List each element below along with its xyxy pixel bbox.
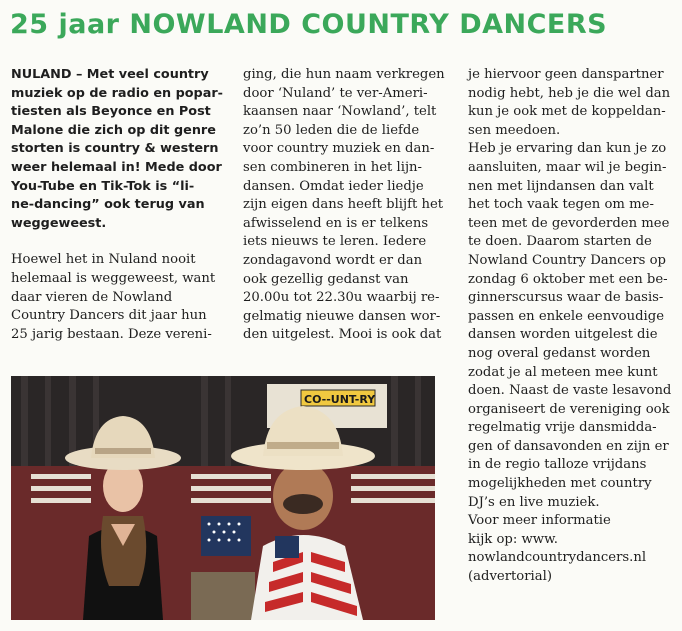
body-line: nen met lijndansen dan valt [468,178,654,194]
body-line: kijk op: www. [468,531,558,547]
body-line: aansluiten, maar wil je begin- [468,159,667,175]
body-line: doen. Naast de vaste lesavond [468,383,672,399]
article-column-3 [468,66,678,587]
body-line: zo’n 50 leden die de liefde [243,122,420,138]
body-line: voor country muziek en dan- [243,141,435,157]
body-line: iets nieuws te leren. Iedere [243,234,427,250]
body-line: te doen. Daarom starten de [468,234,652,250]
lead-line: storten is country & western [11,141,219,157]
body-line: organiseert de vereniging ook [468,401,670,417]
body-line: ginnerscursus waar de basis- [468,290,664,306]
body-line: dansen worden uitgelest die [468,327,658,343]
body-line: nog overal gedanst worden [468,345,651,361]
lead-line: weggeweest. [11,215,107,231]
body-line: dansen. Omdat ieder liedje [243,178,424,194]
body-line: nodig hebt, heb je die wel dan [468,85,671,101]
body-line: helemaal is weggeweest, want [11,270,216,286]
body-line: zodat je al meteen mee kunt [468,364,658,380]
article-column-1 [11,66,231,344]
body-line: daar vieren de Nowland [11,289,173,305]
photo-two-dancers-in-cowboy-hats [11,376,435,620]
lead-line: weer helemaal in! Mede door [11,159,222,175]
body-line: door ‘Nuland’ te ver-Ameri- [243,85,428,101]
lead-line: muziek op de radio en popar- [11,85,223,101]
body-line: Voor meer informatie [468,513,611,529]
body-line: Hoewel het in Nuland nooit [11,252,196,268]
body-line: je hiervoor geen danspartner [468,67,664,82]
lead-line: You-Tube en Tik-Tok is “li- [11,178,195,194]
body-line: teen met de gevorderden mee [468,215,670,231]
body-line: in de regio talloze vrijdans [468,457,647,473]
body-line: 25 jarig bestaan. Deze vereni- [11,326,212,342]
article-column-2 [243,66,458,345]
headline: 25 jaar NOWLAND COUNTRY DANCERS [10,9,608,40]
body-paragraph [11,251,231,344]
body-line: Heb je ervaring dan kun je zo [468,141,667,157]
body-line: mogelijkheden met country [468,476,652,492]
lead-line: tiesten als Beyonce en Post [11,104,211,120]
body-line: gelmatig nieuwe dansen wor- [243,308,441,324]
body-line: kaansen naar ‘Nowland’, telt [243,104,437,120]
body-line: kun je ook met de koppeldan- [468,104,666,120]
body-line: ging, die hun naam verkregen [243,67,445,82]
lead-line: ne-dancing” ook terug van [11,197,205,213]
body-line: het toch vaak tegen om me- [468,197,654,213]
body-line: ook gezellig gedanst van [243,271,409,287]
body-line: zondagavond wordt er dan [243,252,423,268]
body-line: passen en enkele eenvoudige [468,308,665,324]
body-line: (advertorial) [468,569,552,585]
lead-line: NULAND – Met veel country [11,67,209,82]
body-line: regelmatig vrije dansmidda- [468,420,657,436]
sign-text: CO--UNT-RY [304,393,376,406]
body-line: Nowland Country Dancers op [468,252,666,268]
body-line: DJ’s en live muziek. [468,494,600,510]
lead-line: Malone die zich op dit genre [11,122,216,138]
body-line: sen meedoen. [468,122,561,138]
body-line: gen of dansavonden en zijn er [468,438,669,454]
body-line: 20.00u tot 22.30u waarbij re- [243,290,440,306]
body-line: den uitgelest. Mooi is ook dat [243,327,442,343]
website-line: nowlandcountrydancers.nl [468,550,647,566]
body-line: sen combineren in het lijn- [243,159,423,175]
body-line: Country Dancers dit jaar hun [11,308,207,324]
body-line: afwisselend en is er telkens [243,215,429,231]
body-line: zijn eigen dans heeft blijft het [243,197,444,213]
body-line: zondag 6 oktober met een be- [468,271,668,287]
lead-paragraph [11,66,231,233]
